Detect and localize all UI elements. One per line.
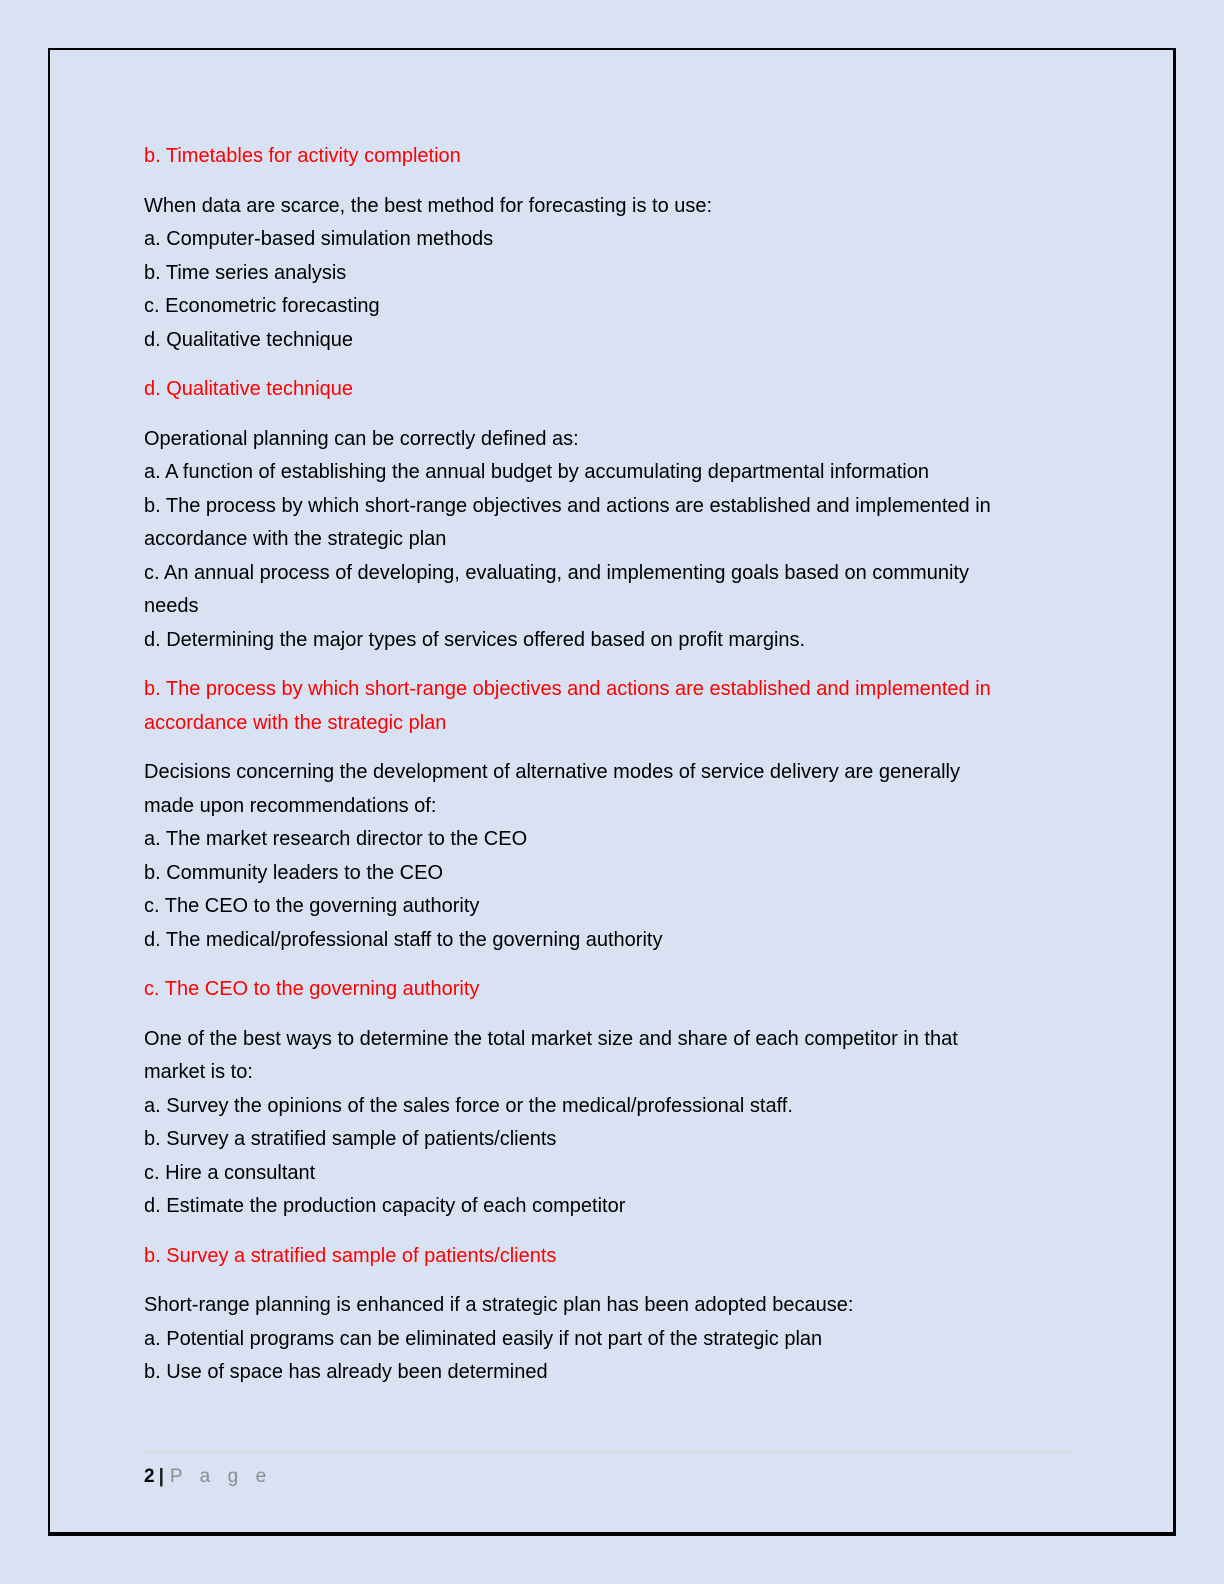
question-block	[144, 1023, 1088, 1224]
answer-block	[144, 973, 1088, 1007]
page-footer	[144, 1451, 1076, 1488]
text-line: accordance with the strategic plan	[144, 528, 447, 550]
text-line: a. A function of establishing the annual budget by accumulating departmental information	[144, 461, 929, 483]
footer-page-label: P a g e	[169, 1466, 273, 1487]
text-line: b. Survey a stratified sample of patients/clients	[144, 1244, 557, 1267]
text-line: a. Potential programs can be eliminated easily if not part of the strategic plan	[144, 1327, 823, 1350]
text-line: Decisions concerning the development of alternative modes of service delivery are generally	[144, 761, 960, 783]
text-line: Short-range planning is enhanced if a strategic plan has been adopted because:	[144, 1294, 854, 1316]
text-line: a. The market research director to the CEO	[144, 828, 528, 850]
answer-block	[144, 1240, 1088, 1274]
text-line: b. Survey a stratified sample of patients/clients	[144, 1128, 557, 1150]
footer-page-number: 2	[144, 1466, 155, 1487]
text-line: d. Determining the major types of services offered based on profit margins.	[144, 628, 806, 651]
text-line: c. Econometric forecasting	[144, 295, 380, 317]
text-line: b. Time series analysis	[144, 261, 347, 284]
text-line: b. Use of space has already been determined	[144, 1361, 548, 1383]
text-line: When data are scarce, the best method for forecasting is to use:	[144, 194, 713, 217]
text-line: d. The medical/professional staff to the governing authority	[144, 928, 663, 951]
question-block	[144, 756, 1088, 957]
text-line: made upon recommendations of:	[144, 794, 437, 817]
text-line: d. Estimate the production capacity of each competitor	[144, 1195, 626, 1217]
text-line: accordance with the strategic plan	[144, 711, 447, 734]
text-line: c. Hire a consultant	[144, 1161, 316, 1184]
question-block	[144, 1289, 1088, 1390]
text-line: market is to:	[144, 1061, 253, 1083]
text-line: a. Survey the opinions of the sales force or the medical/professional staff.	[144, 1094, 793, 1117]
text-line: b. Community leaders to the CEO	[144, 861, 444, 884]
text-line: a. Computer-based simulation methods	[144, 228, 494, 250]
text-line: b. The process by which short-range objectives and actions are established and implemented in	[144, 678, 991, 700]
text-line: b. The process by which short-range objectives and actions are established and implemented in	[144, 494, 991, 517]
text-line: needs	[144, 595, 199, 617]
question-block	[144, 423, 1088, 658]
text-line: c. The CEO to the governing authority	[144, 895, 480, 917]
document-body	[144, 140, 1088, 1406]
text-line: c. The CEO to the governing authority	[144, 978, 480, 1000]
answer-block	[144, 673, 1088, 740]
question-block	[144, 190, 1088, 358]
footer-separator: |	[158, 1466, 164, 1487]
text-line: Operational planning can be correctly defined as:	[144, 427, 579, 450]
answer-block	[144, 140, 1088, 174]
answer-block	[144, 373, 1088, 407]
text-line: b. Timetables for activity completion	[144, 145, 461, 167]
text-line: One of the best ways to determine the total market size and share of each competitor in that	[144, 1027, 958, 1050]
text-line: d. Qualitative technique	[144, 378, 354, 400]
text-line: c. An annual process of developing, evaluating, and implementing goals based on community	[144, 561, 969, 584]
page-border-frame	[48, 48, 1176, 1536]
text-line: d. Qualitative technique	[144, 328, 354, 351]
